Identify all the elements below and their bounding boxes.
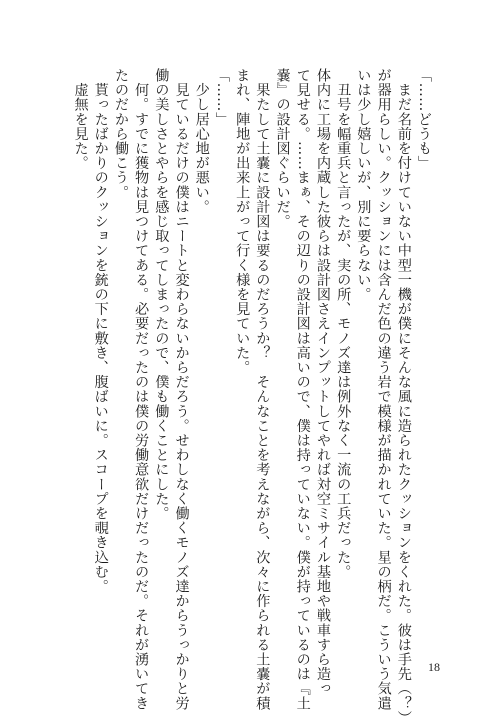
text-line: が器用らしい。クッションには含んだ色の違う岩で模様が描かれていた。星の柄だ。こういう気遣: [375, 68, 392, 711]
text-line: いは少し嬉しいが、別に要らない。: [355, 68, 372, 302]
text-line: まれ、陣地が出来上がって行く様を見ていた。: [234, 68, 251, 375]
text-line: 嚢』の設計図ぐらいだ。: [274, 68, 291, 229]
text-line: 虚無を見た。: [72, 68, 89, 171]
text-line: 体内に工場を内蔵した彼らは設計図さえインプットしてやれば対空ミサイル基地や戦車すら造っ: [314, 68, 331, 696]
text-line: 貰ったばかりのクッションを銃の下に敷き、腹ばいに。スコープを覗き込む。: [92, 68, 109, 594]
text-line: 働の美しさとやらを感じ取ってしまったので、僕も働くことにした。: [153, 68, 170, 521]
text-line: 少し居心地が悪い。: [193, 68, 210, 214]
text-line: 見ているだけの僕はニートと変わらないからだろう。せわしなく働くモノズ達からうっかりと労: [173, 68, 190, 711]
text-line: 果たして土嚢に設計図は要るのだろうか？ そんなことを考えながら、次々に作られる土嚢が積: [254, 68, 271, 711]
text-line: まだ名前を付けていない中型一機が僕にそんな風に造られたクッションをくれた。彼は手先（？）: [395, 68, 412, 725]
text-line: 「……どうも」: [416, 68, 432, 171]
text-line: て見せる。……まぁ、その辺りの設計図は高いので、僕は持っていない。僕が持っているのは『土: [294, 68, 311, 711]
text-line: 丑号を幅重兵と言ったが、実の所、モノズ達は例外なく一流の工兵だった。: [335, 68, 352, 579]
page-number: 18: [428, 660, 440, 674]
text-line: たのだから働こう。: [112, 68, 129, 200]
text-line: 何。すでに獲物は見つけてある。必要だったのは僕の労働意欲だけだったのだ。それが湧いてき: [133, 68, 150, 711]
text-line: 「……」: [213, 68, 230, 127]
